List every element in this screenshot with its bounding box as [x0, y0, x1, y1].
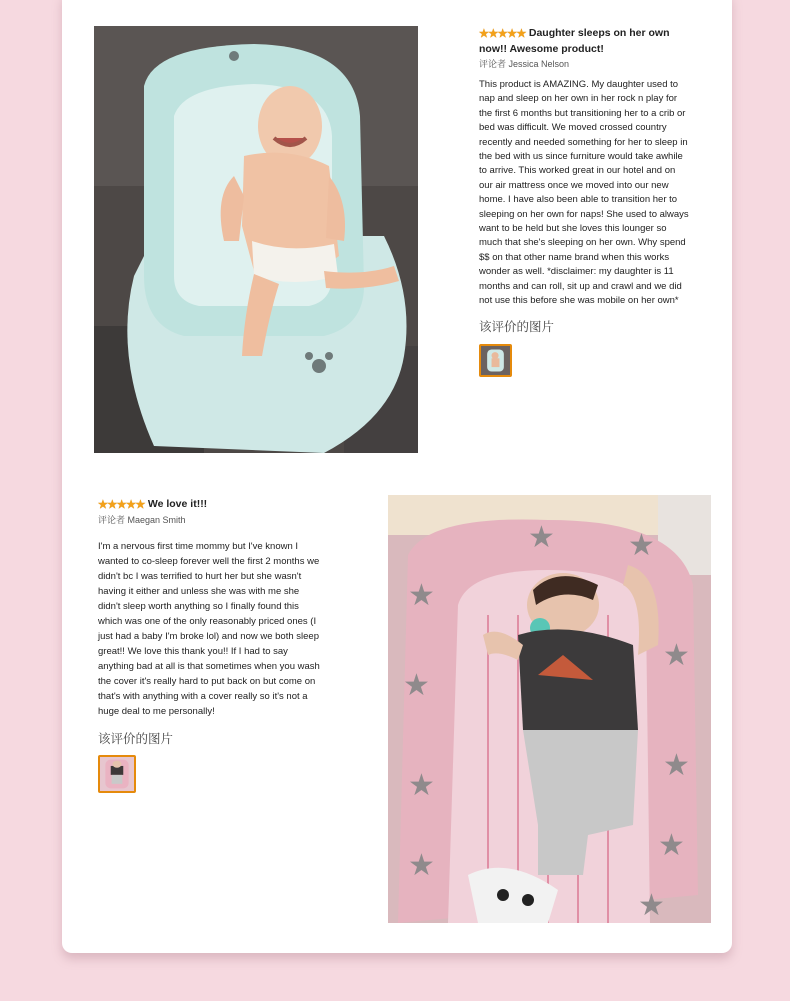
review-thumbnail[interactable]	[479, 344, 512, 377]
review-author: 评论者 Maegan Smith	[98, 515, 186, 525]
star-icon: ★	[126, 499, 136, 511]
review-pictures-label: 该评价的图片	[479, 319, 555, 334]
review-body: This product is AMAZING. My daughter used to nap and sleep on her own in her rock n play for the first 6 months but transitioning her to a crib or bed was difficult. We moved crossed country recently and needed something for her to sleep in the bed with us since furniture would take awhile to arrive. This worked great in our hotel and on our air mattress once we moved into our new home. I have also been able to transition her to sleeping on her own for naps! She used to always want to be held but she loves this lounger so much that she's sleeping on her own. Why spend $$ on that other name brand when this works wonder as well. *disclaimer: my daughter is 11 months and can roll, sit up and crawl and we did not use this before she was mobile on her own*	[479, 79, 689, 307]
review-pictures-label: 该评价的图片	[98, 732, 174, 746]
svg-text:★: ★	[658, 828, 685, 863]
author-link[interactable]: Maegan Smith	[127, 515, 186, 525]
review-author: 评论者 Jessica Nelson	[479, 59, 570, 69]
star-icon: ★	[135, 499, 145, 511]
five-star-rating	[98, 498, 145, 513]
star-icon: ★	[116, 499, 127, 511]
star-icon: ★	[497, 28, 508, 40]
svg-text:★: ★	[663, 638, 690, 673]
svg-text:★: ★	[638, 888, 665, 923]
star-icon: ★	[479, 28, 489, 40]
five-star-rating	[479, 27, 526, 42]
review-title: ★★★★★ We love it!!!	[98, 498, 208, 511]
star-icon: ★	[507, 28, 517, 40]
svg-text:★: ★	[663, 748, 690, 783]
review-body: I'm a nervous first time mommy but I've known I wanted to co-sleep forever well the first 2 months we didn't bc I was terrified to hurt her but she wasn't having it either and unless she was with me she didn't sleep worth anything so I finally found this which was one of the only reasonably priced ones (I just had a baby I'm broke lol) and now we both sleep great!! We love this thank you!! If I had to say anything bad at all is that sometimes when you wash the cover it's really hard to put back on but come on that's with anything with a cover really so it's not a huge deal to me personally!	[98, 541, 320, 717]
star-icon: ★	[488, 28, 498, 40]
review-photo-pink-star-lounger[interactable]	[388, 495, 711, 923]
svg-text:★: ★	[528, 520, 555, 555]
svg-text:★: ★	[628, 528, 655, 563]
svg-text:★: ★	[408, 578, 435, 613]
svg-text:★: ★	[408, 768, 435, 803]
author-link[interactable]: Jessica Nelson	[508, 59, 570, 69]
review-jessica-nelson	[479, 26, 689, 377]
review-title: ★★★★★ Daughter sleeps on her own now!! Awesome product!	[479, 27, 670, 55]
review-maegan-smith	[98, 497, 320, 793]
review-thumbnail[interactable]	[98, 755, 136, 793]
star-icon: ★	[516, 28, 526, 40]
star-icon: ★	[107, 499, 117, 511]
svg-text:★: ★	[403, 668, 430, 703]
review-photo-mint-lounger[interactable]	[94, 26, 418, 453]
star-icon: ★	[98, 499, 108, 511]
svg-text:★: ★	[408, 848, 435, 883]
